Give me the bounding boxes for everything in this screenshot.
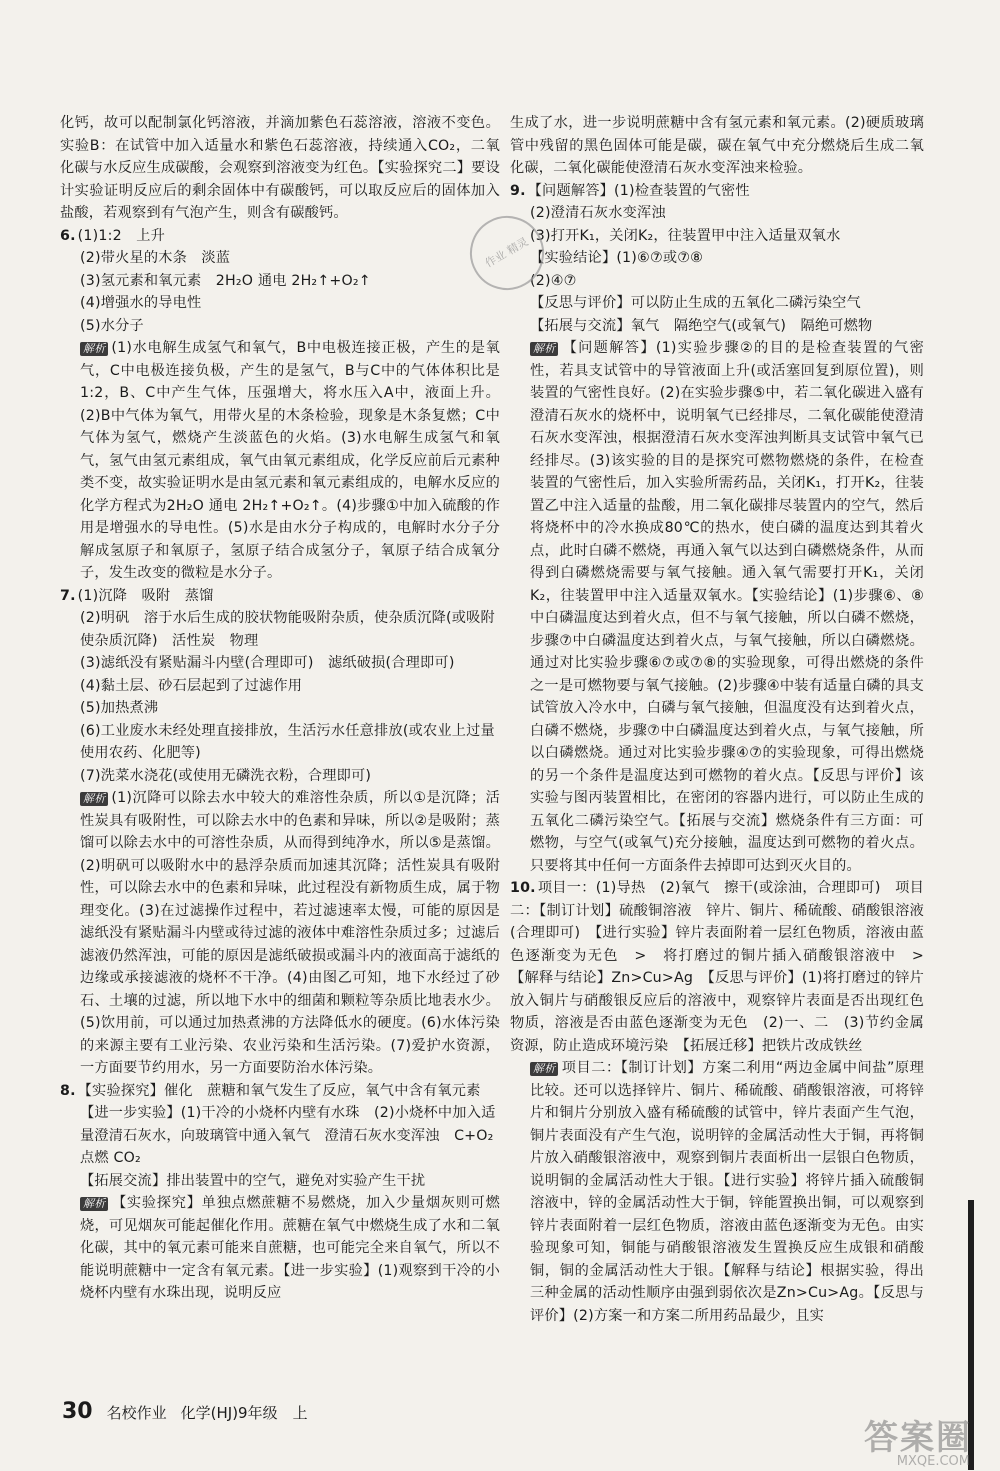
q8-line-1: 【实验探究】催化 蔗糖和氧气发生了反应，氧气中含有氧元素: [77, 1082, 481, 1099]
page-number: 30: [62, 1399, 93, 1424]
q9-line-4: 【实验结论】(1)⑥⑦或⑦⑧: [530, 250, 704, 266]
q8-number: 8.: [60, 1082, 76, 1099]
analysis-tag: 解析: [80, 342, 108, 356]
q6-line-1: (1)1:2 上升: [77, 227, 165, 244]
q6-analysis: (1)水电解生成氢气和氧气，B中电极连接正极，产生的是氧气，C中电极连接负极，产生的是氢气，B与C中的气体体积比是1:2，B、C中产生气体，压强增大，将水压入A中，液面上升。(2)B中气体为氧气，用带火星的木条检验，现象是木条复燃；C中气体为氢气，燃烧产生淡蓝色的火焰。(3)水电解生成氢气和氧气，氢气由氢元素组成，氧气由氧元素组成，化学反应前后元素种类不变，故实验证明水是由氢元素和氧元素组成的，电解水反应的化学方程式为2H₂O 通电 2H₂↑+O₂↑。(4)步骤①中加入硫酸的作用是增强水的导电性。(5)水是由水分子构成的，电解时水分子分解成氢原子和氧原子，氢原子结合成氢分子，氧原子结合成氧分子，发生改变的微粒是水分子。: [80, 340, 500, 581]
q9-number: 9.: [510, 182, 526, 199]
watermark-url: MXQE.COM: [896, 1454, 970, 1469]
analysis-tag: 解析: [530, 1062, 558, 1076]
subject-label: 化学(HJ)9年级 上: [180, 1404, 308, 1422]
q7-line-7: (7)洗菜水浇花(或使用无磷洗衣粉，合理即可): [80, 767, 372, 784]
q7-analysis: (1)沉降可以除去水中较大的难溶性杂质，所以①是沉降；活性炭具有吸附性，可以除去水中的色素和异味，所以②是吸附；蒸馏可以除去水中的可溶性杂质，从而得到纯净水，所以⑤是蒸馏。(2)明矾可以吸附水中的悬浮杂质而加速其沉降；活性炭具有吸附性，可以除去水中的色素和异味，此过程没有新物质生成，属于物理变化。(3)在过滤操作过程中，若过滤速率太慢，可能的原因是滤纸没有紧贴漏斗内壁或待过滤的液体中难溶性杂质过多；过滤后滤液仍然浑浊，可能的原因是滤纸破损或漏斗内的液面高于滤纸的边缘或承接滤液的烧杯不干净。(4)由图乙可知，地下水经过了砂石、土壤的过滤，所以地下水中的细菌和颗粒等杂质比地表水少。(5)饮用前，可以通过加热煮沸的方法降低水的硬度。(6)水体污染的来源主要有工业污染、农业污染和生活污染。(7)爱护水资源，一方面要节约用水，另一方面要防治水体污染。: [80, 790, 500, 1076]
left-column: [60, 112, 500, 1305]
q7-number: 7.: [60, 587, 76, 604]
q7-line-6: (6)工业废水未经处理直接排放，生活污水任意排放(或农业上过量使用农药、化肥等): [80, 722, 495, 761]
q7-line-2: (2)明矾 溶于水后生成的胶状物能吸附杂质，使杂质沉降(或吸附使杂质沉降) 活性炭 物理: [80, 610, 495, 649]
q7-line-4: (4)黏土层、砂石层起到了过滤作用: [80, 677, 303, 694]
q6-line-5: (5)水分子: [80, 317, 144, 334]
analysis-tag: 解析: [530, 342, 558, 356]
q9-line-1: 【问题解答】(1)检查装置的气密性: [527, 182, 750, 199]
stamp-seal: 作业 精灵: [456, 202, 557, 303]
q8-continuation: 生成了水，进一步说明蔗糖中含有氢元素和氧元素。(2)硬质玻璃管中残留的黑色固体可能是碳，碳在氧气中充分燃烧后生成二氧化碳，二氧化碳能使澄清石灰水变浑浊来检验。: [510, 115, 924, 176]
question-9: [510, 180, 924, 878]
q6-line-2: (2)带火星的木条 淡蓝: [80, 250, 231, 266]
q6-line-3: (3)氢元素和氧元素 2H₂O 通电 2H₂↑+O₂↑: [80, 272, 371, 289]
q9-line-6: 【反思与评价】可以防止生成的五氧化二磷污染空气: [530, 295, 861, 311]
analysis-tag: 解析: [80, 1197, 108, 1211]
question-7: [60, 585, 500, 1080]
q7-line-1: (1)沉降 吸附 蒸馏: [77, 587, 214, 604]
q7-line-5: (5)加热煮沸: [80, 700, 159, 716]
question-8: [60, 1080, 500, 1305]
q9-line-3: (3)打开K₁，关闭K₂，往装置甲中注入适量双氧水: [530, 227, 841, 244]
q8-line-2: 【进一步实验】(1)干冷的小烧杯内壁有水珠 (2)小烧杯中加入适量澄清石灰水，向玻璃管中通入氧气 澄清石灰水变浑浊 C+O₂ 点燃 CO₂: [80, 1105, 496, 1166]
q10-analysis: 项目二：【制订计划】方案二利用“两边金属中间盐”原理比较。还可以选择锌片、铜片、稀硫酸、硝酸银溶液，可将锌片和铜片分别放入盛有稀硫酸的试管中，锌片表面产生气泡，铜片表面没有产生气泡，说明锌的金属活动性大于铜，再将铜片放入硝酸银溶液中，观察到铜片表面析出一层银白色物质，说明铜的金属活动性大于银。【进行实验】将锌片插入硫酸铜溶液中，锌的金属活动性大于铜，锌能置换出铜，可以观察到锌片表面附着一层红色物质，溶液由蓝色逐渐变为无色。由实验现象可知，铜能与硝酸银溶液发生置换反应生成银和硝酸铜，铜的金属活动性大于银。【解释与结论】根据实验，得出三种金属的活动性顺序由强到弱依次是Zn>Cu>Ag。【反思与评价】(2)方案一和方案二所用药品最少，且实: [530, 1060, 924, 1324]
right-column: [510, 112, 939, 1327]
intro-paragraph: 化钙，故可以配制氯化钙溶液，并滴加紫色石蕊溶液，溶液不变色。实验B：在试管中加入适量水和紫色石蕊溶液，持续通入CO₂，二氧化碳与水反应生成碳酸，会观察到溶液变为红色。【实验探究二】要设计实验证明反应后的剩余固体中有碳酸钙，可以取反应后的固体加入盐酸，若观察到有气泡产生，则含有碳酸钙。: [60, 115, 500, 221]
question-6: [60, 225, 500, 585]
watermark-logo: 答案圈: [864, 1418, 972, 1458]
question-10: [510, 877, 939, 1327]
book-title: 名校作业: [106, 1404, 167, 1422]
q6-line-4: (4)增强水的导电性: [80, 295, 202, 311]
q7-line-3: (3)滤纸没有紧贴漏斗内壁(合理即可) 滤纸破损(合理即可): [80, 655, 455, 671]
q9-line-2: (2)澄清石灰水变浑浊: [530, 205, 666, 221]
q10-answer: 项目一：(1)导热 (2)氧气 擦干(或涂油，合理即可) 项目二：【制订计划】硫酸铜溶液 锌片、铜片、稀硫酸、硝酸银溶液(合理即可) 【进行实验】锌片表面附着一层红色物质，溶液由蓝色逐渐变为无色 > 将打磨过的铜片插入硝酸银溶液中 > 【解释与结论】Zn>Cu>Ag 【反思与评价】(1)将打磨过的锌片放入铜片与硝酸银反应后的溶液中，观察锌片表面是否出现红色物质，溶液是否由蓝色逐渐变为无色 (2)一、二 (3)节约金属资源，防止造成环境污染 【拓展迁移】把铁片改成铁丝: [510, 880, 939, 1054]
analysis-tag: 解析: [80, 792, 108, 806]
q8-line-3: 【拓展交流】排出装置中的空气，避免对实验产生干扰: [80, 1172, 426, 1189]
q10-number: 10.: [510, 880, 536, 896]
q6-number: 6.: [60, 227, 76, 244]
q8-analysis: 【实验探究】单独点燃蔗糖不易燃烧，加入少量烟灰则可燃烧，可见烟灰可能起催化作用。蔗糖在氧气中燃烧生成了水和二氧化碳，其中的氧元素可能来自蔗糖，也可能完全来自氧气，所以不能说明蔗糖中一定含有氧元素。【进一步实验】(1)观察到干冷的小烧杯内壁有水珠出现，说明反应: [80, 1195, 500, 1301]
q9-line-7: 【拓展与交流】氧气 隔绝空气(或氧气) 隔绝可燃物: [530, 317, 873, 334]
q9-analysis: 【问题解答】(1)实验步骤②的目的是检查装置的气密性，若具支试管中的导管液面上升(或活塞回复到原位置)，则装置的气密性良好。(2)在实验步骤⑤中，若二氧化碳进入盛有澄清石灰水的烧杯中，说明氧气已经排尽，二氧化碳能使澄清石灰水变浑浊，根据澄清石灰水变浑浊判断具支试管中氧气已经排尽。(3)该实验的目的是探究可燃物燃烧的条件，在检查装置的气密性后，加入实验所需药品，关闭K₁，打开K₂，往装置乙中注入适量的盐酸，用二氧化碳排尽装置内的空气，然后将烧杯中的冷水换成80℃的热水，使白磷的温度达到其着火点，此时白磷不燃烧，再通入氧气以达到白磷燃烧条件，从而得到白磷燃烧需要与氧气接触。通入氧气需要打开K₁，关闭K₂，往装置甲中注入适量双氧水。【实验结论】(1)步骤⑥、⑧中白磷温度达到着火点，但不与氧气接触，所以白磷不燃烧，步骤⑦中白磷温度达到着火点，与氧气接触，所以白磷燃烧。通过对比实验步骤⑥⑦或⑦⑧的实验现象，可得出燃烧的条件之一是可燃物要与氧气接触。(2)步骤④中装有适量白磷的具支试管放入冷水中，白磷与氧气接触，但温度没有达到着火点，白磷不燃烧，步骤⑦中白磷温度达到着火点，与氧气接触，所以白磷燃烧。通过对比实验步骤④⑦的实验现象，可得出燃烧的另一个条件是温度达到可燃物的着火点。【反思与评价】该实验与图丙装置相比，在密闭的容器内进行，可以防止生成的五氧化二磷污染空气。【拓展与交流】燃烧条件有三方面：可燃物，与空气(或氧气)充分接触，温度达到可燃物的着火点。只要将其中任何一方面条件去掉即可达到灭火目的。: [530, 340, 924, 874]
page-footer: [62, 1399, 308, 1424]
q9-line-5: (2)④⑦: [530, 272, 577, 289]
